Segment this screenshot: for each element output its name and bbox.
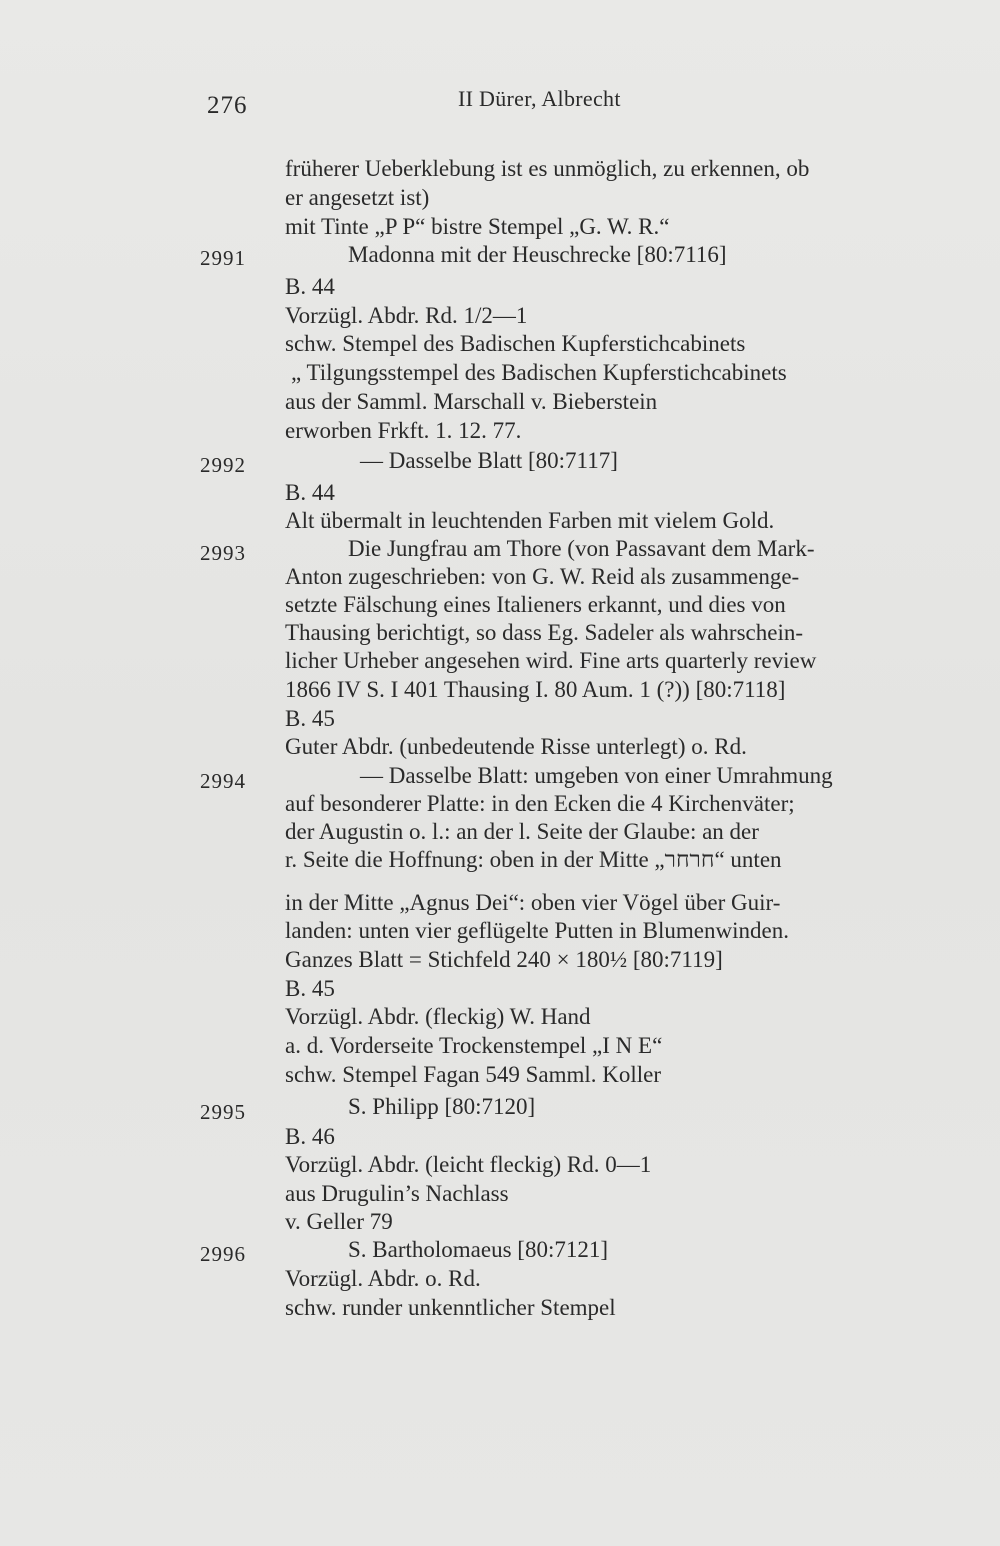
text-line: Vorzügl. Abdr. (fleckig) W. Hand <box>285 1004 591 1029</box>
entry-title: S. Philipp [80:7120] <box>348 1094 536 1119</box>
page-number: 276 <box>207 92 248 119</box>
text-line: auf besonderer Platte: in den Ecken die 4 Kirchenväter; <box>285 791 795 816</box>
entry-title: — Dasselbe Blatt: umgeben von einer Umrahmung <box>360 763 833 788</box>
text-line: Guter Abdr. (unbedeutende Risse unterlegt) o. Rd. <box>285 734 747 759</box>
text-line: Anton zugeschrieben: von G. W. Reid als zusammenge- <box>285 564 800 589</box>
catalogue-number: 2993 <box>200 541 246 565</box>
text-line: Alt übermalt in leuchtenden Farben mit vielem Gold. <box>285 508 775 533</box>
text-line: Ganzes Blatt = Stichfeld 240 × 180½ [80:7119] <box>285 947 723 972</box>
text-line: B. 44 <box>285 480 335 505</box>
text-line: a. d. Vorderseite Trockenstempel „I N E“ <box>285 1033 663 1058</box>
text-line: schw. runder unkenntlicher Stempel <box>285 1295 616 1320</box>
text-line: setzte Fälschung eines Italieners erkannt, und dies von <box>285 592 786 617</box>
entry-title: — Dasselbe Blatt [80:7117] <box>360 448 618 473</box>
text-line: schw. Stempel Fagan 549 Samml. Koller <box>285 1062 662 1087</box>
text-line: landen: unten vier geflügelte Putten in Blumenwinden. <box>285 918 789 943</box>
text-line: B. 45 <box>285 976 335 1001</box>
text-line: früherer Ueberklebung ist es unmöglich, zu erkennen, ob <box>285 156 810 181</box>
text-line: Vorzügl. Abdr. Rd. 1/2—1 <box>285 303 528 328</box>
text-line: aus Drugulin’s Nachlass <box>285 1181 509 1206</box>
running-head: II Dürer, Albrecht <box>458 86 621 111</box>
entry-title: S. Bartholomaeus [80:7121] <box>348 1237 608 1262</box>
text-line: er angesetzt ist) <box>285 185 430 210</box>
catalogue-number: 2992 <box>200 453 246 477</box>
text-line: Thausing berichtigt, so dass Eg. Sadeler als wahrschein- <box>285 620 804 645</box>
entry-title: Die Jungfrau am Thore (von Passavant dem Mark- <box>348 536 815 561</box>
text-line: in der Mitte „Agnus Dei“: oben vier Vögel über Guir- <box>285 890 781 915</box>
text-line: der Augustin o. l.: an der l. Seite der Glaube: an der <box>285 819 759 844</box>
entry-title: Madonna mit der Heuschrecke [80:7116] <box>348 242 727 267</box>
text-line: Vorzügl. Abdr. (leicht fleckig) Rd. 0—1 <box>285 1152 652 1177</box>
text-line: B. 45 <box>285 706 335 731</box>
text-line: 1866 IV S. I 401 Thausing I. 80 Aum. 1 (?)) [80:7118] <box>285 677 786 702</box>
text-line: Vorzügl. Abdr. o. Rd. <box>285 1266 481 1291</box>
text-line: licher Urheber angesehen wird. Fine arts quarterly review <box>285 648 817 673</box>
catalogue-number: 2996 <box>200 1242 246 1266</box>
catalogue-number: 2991 <box>200 246 246 270</box>
catalogue-number: 2995 <box>200 1100 246 1124</box>
text-line: schw. Stempel des Badischen Kupferstichcabinets <box>285 331 746 356</box>
text-line: aus der Samml. Marschall v. Bieberstein <box>285 389 658 414</box>
catalogue-number: 2994 <box>200 769 246 793</box>
text-line: r. Seite die Hoffnung: oben in der Mitte „חרחר“ unten <box>285 847 782 872</box>
text-line: mit Tinte „P P“ bistre Stempel „G. W. R.“ <box>285 214 670 239</box>
text-line: B. 46 <box>285 1124 335 1149</box>
text-line: „ Tilgungsstempel des Badischen Kupferstichcabinets <box>291 360 787 385</box>
text-line: B. 44 <box>285 274 335 299</box>
text-line: v. Geller 79 <box>285 1209 393 1234</box>
text-line: erworben Frkft. 1. 12. 77. <box>285 418 522 443</box>
